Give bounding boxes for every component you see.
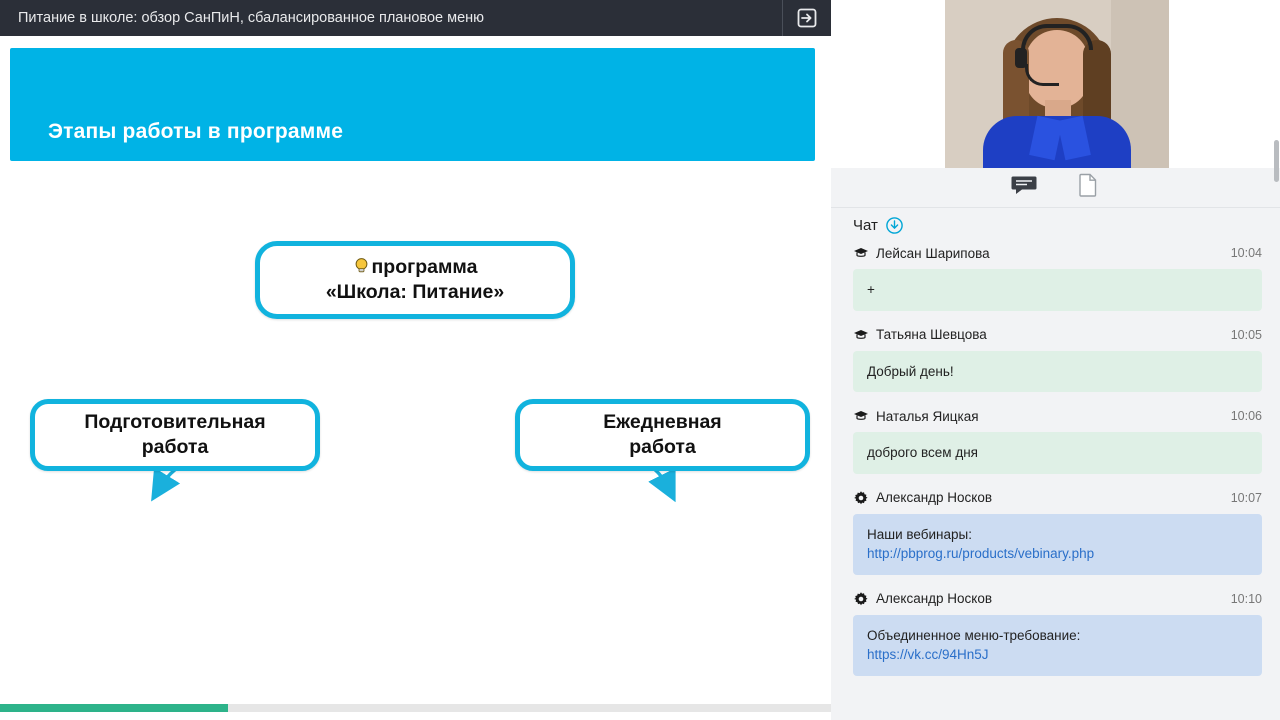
chat-time: 10:10 xyxy=(1230,591,1262,606)
gear-icon xyxy=(853,591,869,607)
chat-time: 10:06 xyxy=(1230,409,1262,424)
document-icon xyxy=(1078,173,1098,202)
chat-message xyxy=(853,325,1262,393)
side-panel xyxy=(831,0,1280,720)
diagram-arrows xyxy=(0,161,831,561)
node-root-line1: программа xyxy=(371,255,478,278)
diagram-node-preparatory-work[interactable] xyxy=(30,399,320,471)
chat-message-header xyxy=(853,325,1262,345)
gear-icon xyxy=(853,490,869,506)
chat-bubble xyxy=(853,269,1262,311)
chat-author: Александр Носков xyxy=(876,490,993,506)
chat-message xyxy=(853,488,1262,575)
tab-chat[interactable] xyxy=(1009,176,1039,200)
node-right-line1: Ежедневная xyxy=(603,410,722,433)
chat-link[interactable]: https://vk.cc/94Hn5J xyxy=(867,647,989,663)
chat-bubble xyxy=(853,432,1262,474)
progress-thumb[interactable] xyxy=(0,704,228,712)
tab-files[interactable] xyxy=(1073,176,1103,200)
chat-message xyxy=(853,406,1262,474)
chat-text: + xyxy=(867,282,875,297)
chat-message-list[interactable] xyxy=(831,243,1280,720)
chat-text: Объединенное меню-требование: xyxy=(867,627,1081,643)
chat-bubble xyxy=(853,514,1262,575)
chat-author: Лейсан Шарипова xyxy=(876,245,990,261)
graduate-cap-icon xyxy=(853,245,869,261)
chat-time: 10:07 xyxy=(1230,490,1262,505)
chat-icon xyxy=(1011,175,1037,200)
chat-message xyxy=(853,243,1262,311)
page-scrollbar-thumb[interactable] xyxy=(1274,140,1279,182)
graduate-cap-icon xyxy=(853,408,869,424)
chat-message-header xyxy=(853,243,1262,263)
chat-message-header xyxy=(853,589,1262,609)
chat-text: Наши вебинары: xyxy=(867,526,972,542)
exit-button[interactable] xyxy=(783,0,831,36)
window-title: Питание в школе: обзор СанПиН, сбалансированное плановое меню xyxy=(18,10,485,26)
slide-canvas[interactable] xyxy=(0,36,831,712)
chat-message-header xyxy=(853,406,1262,426)
chat-author: Александр Носков xyxy=(876,591,993,607)
node-right-line2: работа xyxy=(629,436,696,458)
chat-text: доброго всем дня xyxy=(867,445,978,461)
chat-bubble xyxy=(853,351,1262,393)
chat-time: 10:05 xyxy=(1230,327,1262,342)
presenter-video[interactable] xyxy=(945,0,1169,168)
chat-time: 10:04 xyxy=(1230,246,1262,260)
chat-text: Добрый день! xyxy=(867,363,954,379)
download-icon[interactable] xyxy=(886,217,903,234)
graduate-cap-icon xyxy=(853,327,869,343)
slide-title: Этапы работы в программе xyxy=(48,120,344,143)
node-left-line2: работа xyxy=(141,436,209,458)
chat-header xyxy=(831,209,1280,241)
window-title-bar xyxy=(0,0,831,36)
chat-author: Татьяна Шевцова xyxy=(876,327,987,343)
node-left-line1: Подготовительная xyxy=(84,410,266,433)
node-root-line2: «Школа: Питание» xyxy=(325,281,505,303)
chat-message xyxy=(853,589,1262,676)
video-area xyxy=(831,0,1280,168)
diagram xyxy=(0,161,831,561)
chat-title: Чат xyxy=(853,216,878,234)
chat-author: Наталья Яицкая xyxy=(876,408,979,424)
diagram-node-root[interactable] xyxy=(255,241,575,319)
chat-link[interactable]: http://pbprog.ru/products/vebinary.php xyxy=(867,546,1095,562)
horizontal-progress-bar[interactable] xyxy=(0,704,831,712)
slide-header-banner xyxy=(10,48,815,161)
chat-message-header xyxy=(853,488,1262,508)
lightbulb-icon xyxy=(353,256,370,273)
diagram-node-daily-work[interactable] xyxy=(515,399,810,471)
chat-bubble xyxy=(853,615,1262,676)
panel-tab-bar xyxy=(831,168,1280,208)
exit-icon xyxy=(796,7,818,29)
